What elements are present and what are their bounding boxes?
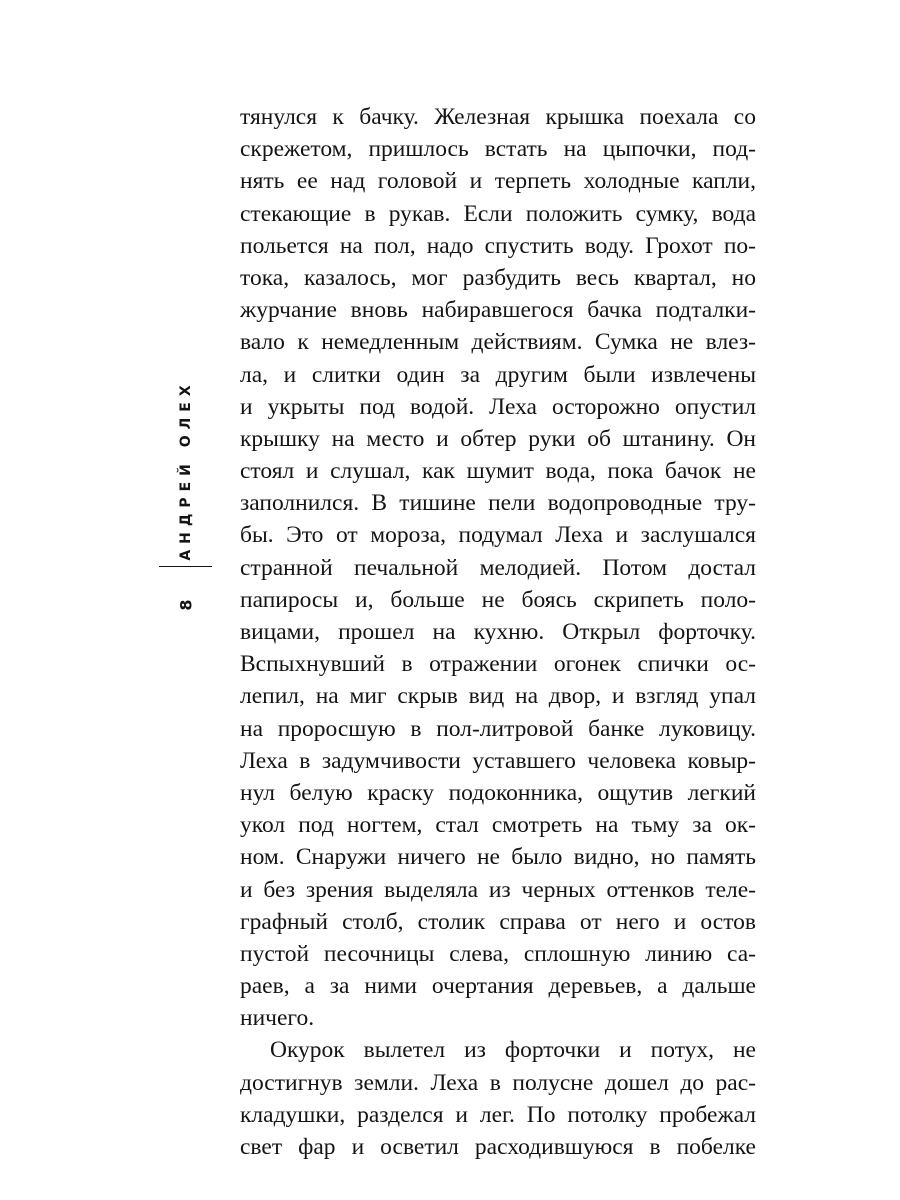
- text-line: вало к немедленным действиям. Сумка не влез-: [240, 329, 756, 356]
- text-line: ном. Снаружи ничего не было видно, но память: [240, 844, 756, 871]
- text-line: кладушки, разделся и лег. По потолку пробежал: [240, 1101, 756, 1128]
- page-number: 8: [176, 599, 196, 611]
- text-line: нять ее над головой и терпеть холодные капли,: [240, 168, 756, 195]
- text-line: крышку на место и обтер руки об штанину. Он: [240, 425, 756, 452]
- text-line: достигнув земли. Леха в полусне дошел до рас-: [240, 1069, 756, 1096]
- text-line: свет фар и осветил расходившуюся в побелке: [240, 1134, 756, 1160]
- text-line: польется на пол, надо спустить воду. Грохот по-: [240, 232, 756, 259]
- text-line: тока, казалось, мог разбудить весь квартал, но: [240, 264, 756, 291]
- text-line: ничего.: [240, 1005, 315, 1032]
- text-line: Вспыхнувший в отражении огонек спички ос-: [240, 651, 756, 678]
- author-name: АНДРЕЙ ОЛЕХ: [178, 379, 194, 561]
- text-line: Леха в задумчивости уставшего человека ковыр-: [240, 747, 756, 774]
- text-line: скрежетом, пришлось встать на цыпочки, под-: [240, 136, 756, 163]
- text-line: ла, и слитки один за другим были извлечены: [240, 361, 756, 388]
- body-text: [240, 101, 756, 1163]
- text-line: нул белую краску подоконника, ощутив легкий: [240, 779, 756, 806]
- text-line: заполнился. В тишине пели водопроводные тру-: [240, 490, 756, 517]
- text-line: Окурок вылетел из форточки и потух, не: [270, 1037, 756, 1064]
- text-line: тянулся к бачку. Железная крышка поехала со: [240, 104, 756, 130]
- text-line: стоял и слушал, как шумит вода, пока бачок не: [240, 458, 756, 485]
- text-line: лепил, на миг скрыв вид на двор, и взгляд упал: [240, 683, 756, 710]
- text-line: и укрыты под водой. Леха осторожно опустил: [240, 393, 756, 420]
- text-line: укол под ногтем, стал смотреть на тьму за ок-: [240, 812, 756, 839]
- text-line: вицами, прошел на кухню. Открыл форточку.: [240, 619, 756, 645]
- text-line: раев, а за ними очертания деревьев, а дальше: [240, 973, 756, 1000]
- text-line: на проросшую в пол-литровой банке луковицу.: [240, 715, 756, 742]
- text-line: странной печальной мелодией. Потом достал: [240, 554, 756, 581]
- text-line: бы. Это от мороза, подумал Леха и заслушался: [240, 522, 756, 549]
- folio-rule: [159, 566, 212, 567]
- text-line: пустой песочницы слева, сплошную линию са-: [240, 940, 756, 967]
- text-line: стекающие в рукав. Если положить сумку, вода: [240, 200, 756, 227]
- text-line: и без зрения выделяла из черных оттенков теле-: [240, 876, 756, 903]
- text-line: графный столб, столик справа от него и остов: [240, 908, 756, 935]
- text-line: журчание вновь набиравшегося бачка подталки-: [240, 297, 756, 324]
- text-line: папиросы и, больше не боясь скрипеть поло-: [240, 586, 756, 613]
